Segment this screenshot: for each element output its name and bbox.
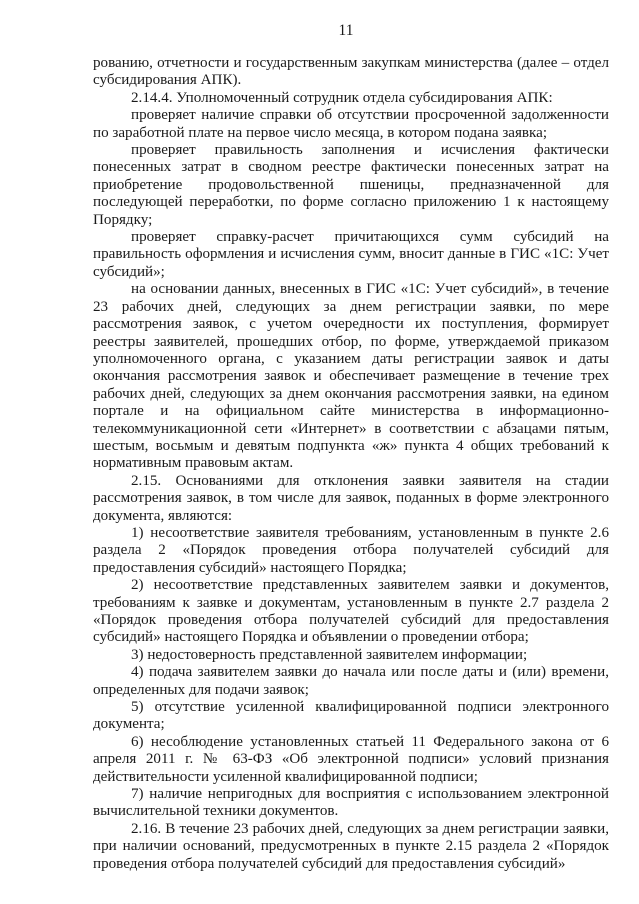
list-item-5: 5) отсутствие усиленной квалифицированной подписи электронного документа; (93, 699, 609, 733)
paragraph-salary-debt-check: проверяет наличие справки об отсутствии просроченной задолженности по заработной плате на первое число месяца, в котором подана заявка; (93, 107, 609, 141)
list-item-1: 1) несоответствие заявителя требованиям, установленным в пункте 2.6 раздела 2 «Порядок проведения отбора получателей субсидий для предоставления субсидий» настоящего Порядка; (93, 524, 609, 576)
paragraph-2-15-heading: 2.15. Основаниями для отклонения заявки заявителя на стадии рассмотрения заявок, в том числе для заявок, поданных в форме электронного документа, являются: (93, 472, 609, 524)
paragraph-continuation: рованию, отчетности и государственным закупкам министерства (далее – отдел субсидирования АПК). (93, 55, 609, 89)
document-body (93, 55, 609, 873)
paragraph-2-14-4-heading: 2.14.4. Уполномоченный сотрудник отдела субсидирования АПК: (131, 89, 553, 106)
list-item-2: 2) несоответствие представленных заявителем заявки и документов, требованиям к заявке и документам, установленным в пункте 2.7 раздела 2 «Порядок проведения отбора получателей субсидий для предоставления субсидий» настоящего Порядка и объявлении о проведении отбора; (93, 577, 609, 646)
paragraph-calculation-check: проверяет справку-расчет причитающихся сумм субсидий на правильность оформления и исчисления сумм, вносит данные в ГИС «1С: Учет субсидий»; (93, 229, 609, 280)
list-item-4: 4) подача заявителем заявки до начала или после даты и (или) времени, определенных для подачи заявок; (93, 664, 609, 698)
paragraph-costs-registry-check: проверяет правильность заполнения и исчисления фактически понесенных затрат в сводном реестре фактически понесенных затрат на приобретение продовольственной пшеницы, предназначенной для последующей переработки, по форме согласно приложению 1 к настоящему Порядку; (93, 142, 609, 228)
page-number: 11 (338, 22, 354, 39)
paragraph-registry-formation: на основании данных, внесенных в ГИС «1С: Учет субсидий», в течение 23 рабочих дней, следующих за днем регистрации заявки, по мере рассмотрения заявок, с учетом очередности их поступления, формирует реестры заявителей, прошедших отбор, по форме, утверждаемой приказом уполномоченного органа, с указанием даты регистрации заявок и даты окончания рассмотрения заявок и обеспечивает размещение в течение трех рабочих дней, следующих за днем окончания рассмотрения заявки, на едином портале и на официальном сайте министерства в информационно-телекоммуникационной сети «Интернет» в соответствии с абзацами пятым, шестым, восьмым и девятым подпункта «ж» пункта 4 общих требований к нормативным правовым актам. (93, 281, 609, 472)
list-item-6: 6) несоблюдение установленных статьей 11 Федерального закона от 6 апреля 2011 г. № 63-ФЗ «Об электронной подписи» условий признания действительности усиленной квалифицированной подписи; (93, 733, 609, 785)
list-item-7: 7) наличие непригодных для восприятия с использованием электронной вычислительной техники документов. (93, 786, 609, 820)
paragraph-2-16: 2.16. В течение 23 рабочих дней, следующих за днем регистрации заявки, при наличии оснований, предусмотренных в пункте 2.15 раздела 2 «Порядок проведения отбора получателей субсидий для предоставления субсидий» (93, 820, 609, 872)
list-item-3: 3) недостоверность представленной заявителем информации; (131, 646, 528, 663)
